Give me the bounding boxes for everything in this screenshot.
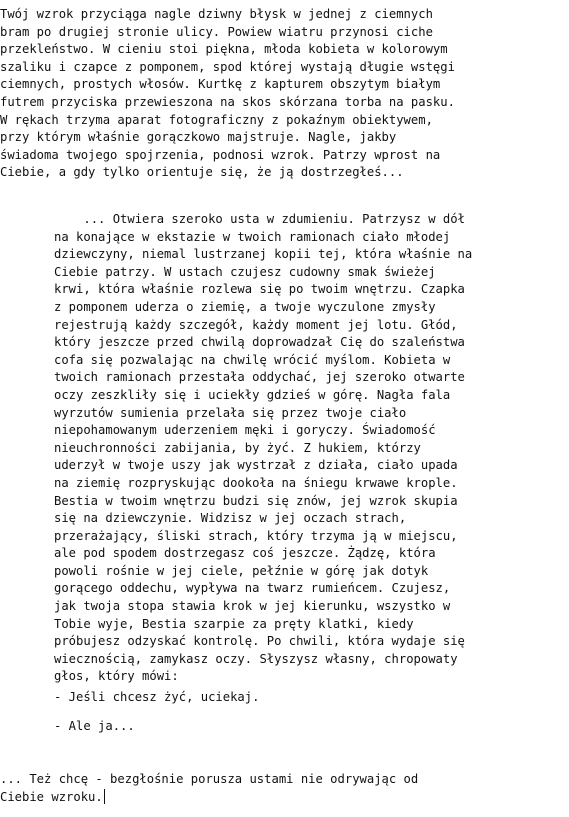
paragraph-indented: ... Otwiera szeroko usta w zdumieniu. Patrzysz w dół na konające w ekstazie w twoich ramionach ciało młodej dziewczyny, niemal lustrzanej kopii tej, która właśnie na Ciebie patrzy. W ustach czujesz cudowny smak świeżej krwi, która właśnie rozlewa się po twoim wnętrzu. Czapka z pomponem uderza o ziemię, a twoje wyczulone zmysły rejestrują każdy szczegół, każdy moment jej lotu. Głód, który jeszcze przed chwilą doprowadzał Cię do szaleństwa cofa się pozwalając na chwilę wrócić myślom. Kobieta w twoich ramionach przestała oddychać, jej szeroko otwarte oczy zeszkliły się i uciekły gdzieś w górę. Nagła fala wyrzutów sumienia przelała się przez twoje ciało niepohamowanym uderzeniem męki i goryczy. Świadomość nieuchronności zabijania, by żyć. Z hukiem, którzy uderzył w twoje uszy jak wystrzał z działa, ciało upada na ziemię rozpryskując dookoła na śniegu krwawe krople. Bestia w twoim wnętrzu budzi się znów, jej wzrok skupia się na dziewczynie. Widzisz w jej oczach strach, przerażający, śliski strach, który trzyma ją w miejscu, ale pod spodem dostrzegasz coś jeszcze. Żądzę, która powoli rośnie w jej ciele, pełźnie w górę jak dotyk gorącego oddechu, wypływa na twarz rumieńcem. Czujesz, jak twoja stopa stawia krok w jej kierunku, wszystko w Tobie wyje, Bestia szarpie za pręty klatki, kiedy próbujesz odzyskać kontrolę. Po chwili, która wydaje się wiecznością, zamykasz oczy. Słyszysz własny, chropowaty głos, który mówi: <box>54 212 473 684</box>
paragraph-closing: ... Też chcę - bezgłośnie porusza ustami nie odrywając od Ciebie wzroku. <box>0 772 419 804</box>
dialog-line-2: - Ale ja... <box>54 719 135 733</box>
text-cursor <box>104 789 105 804</box>
paragraph-closing-block[interactable] <box>0 771 565 806</box>
dialog-line-1: - Jeśli chcesz żyć, uciekaj. <box>54 690 260 704</box>
paragraph-intro: Twój wzrok przyciąga nagle dziwny błysk w jednej z ciemnych bram po drugiej stronie ulicy. Powiew wiatru przynosi ciche przekleństwo. W cieniu stoi piękna, młoda kobieta w kolorowym szaliku i czapce z pomponem, spod której wystają długie wstęgi ciemnych, prostych włosów. Kurtkę z kapturem obszytym białym futrem przyciska przewieszona na skos skórzana torba na pasku. W rękach trzyma aparat fotograficzny z pokaźnym obiektywem, przy którym właśnie gorączkowo majstruje. Nagle, jakby świadoma twojego spojrzenia, podnosi wzrok. Patrzy wprost na Ciebie, a gdy tylko orientuje się, że ją dostrzegłeś... <box>0 7 455 180</box>
